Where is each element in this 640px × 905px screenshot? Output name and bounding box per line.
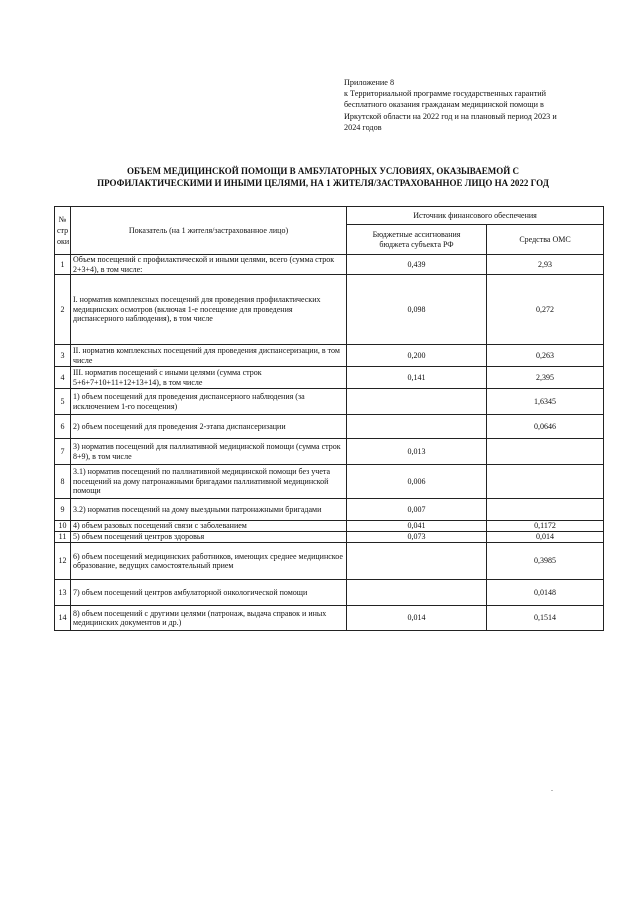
table-row	[55, 415, 604, 439]
row-budget-value	[347, 415, 487, 439]
row-budget-value: 0,200	[347, 345, 487, 367]
row-oms-value	[487, 439, 604, 465]
row-oms-value	[487, 499, 604, 521]
row-oms-value: 0,0646	[487, 415, 604, 439]
table-row	[55, 345, 604, 367]
table-row	[55, 543, 604, 580]
row-indicator: 6) объем посещений медицинских работников, имеющих среднее медицинское образование, ведущих самостоятельный прием	[71, 543, 347, 580]
appendix-line: Иркутской области на 2022 год и на плановый период 2023 и	[344, 111, 557, 121]
table-row	[55, 255, 604, 275]
table-row	[55, 275, 604, 345]
budget-header-text: Бюджетные ассигнования бюджета субъекта РФ	[372, 229, 461, 249]
row-budget-value: 0,013	[347, 439, 487, 465]
row-number: 7	[55, 439, 71, 465]
row-number: 3	[55, 345, 71, 367]
row-number: 1	[55, 255, 71, 275]
row-indicator: 2) объем посещений для проведения 2-этапа диспансеризации	[71, 415, 347, 439]
oms-header: Средства ОМС	[487, 225, 604, 255]
row-indicator: 5) объем посещений центров здоровья	[71, 532, 347, 543]
row-indicator: 7) объем посещений центров амбулаторной онкологической помощи	[71, 580, 347, 606]
table-row	[55, 465, 604, 499]
title-line-2: ПРОФИЛАКТИЧЕСКИМИ И ИНЫМИ ЦЕЛЯМИ, НА 1 ЖИТЕЛЯ/ЗАСТРАХОВАННОЕ ЛИЦО НА 2022 ГОД	[97, 178, 549, 188]
row-oms-value: 0,272	[487, 275, 604, 345]
row-oms-value: 2,395	[487, 367, 604, 389]
row-indicator: 4) объем разовых посещений связи с заболеванием	[71, 521, 347, 532]
row-number: 8	[55, 465, 71, 499]
row-budget-value	[347, 389, 487, 415]
row-budget-value	[347, 543, 487, 580]
row-budget-value: 0,141	[347, 367, 487, 389]
row-number: 12	[55, 543, 71, 580]
row-budget-value: 0,014	[347, 606, 487, 631]
row-indicator: Объем посещений с профилактической и иными целями, всего (сумма строк 2+3+4), в том числе:	[71, 255, 347, 275]
table-row	[55, 499, 604, 521]
row-indicator: 3) норматив посещений для паллиативной медицинской помощи (сумма строк 8+9), в том числе	[71, 439, 347, 465]
row-indicator: I. норматив комплексных посещений для проведения профилактических медицинских осмотров (включая 1-е посещение для проведения диспансерного наблюдения), в том числе	[71, 275, 347, 345]
row-number: 9	[55, 499, 71, 521]
row-number: 10	[55, 521, 71, 532]
row-oms-value: 0,1514	[487, 606, 604, 631]
row-budget-value: 0,007	[347, 499, 487, 521]
row-number: 5	[55, 389, 71, 415]
row-indicator: 8) объем посещений с другими целями (патронаж, выдача справок и иных медицинских документов и др.)	[71, 606, 347, 631]
row-number-header	[55, 207, 71, 255]
table-row	[55, 532, 604, 543]
row-number-header-text: № стр оки	[57, 215, 70, 246]
table-row	[55, 389, 604, 415]
volume-table	[54, 206, 604, 631]
row-oms-value: 0,263	[487, 345, 604, 367]
row-budget-value: 0,439	[347, 255, 487, 275]
table-row	[55, 439, 604, 465]
table-row	[55, 367, 604, 389]
budget-header	[347, 225, 487, 255]
row-number: 14	[55, 606, 71, 631]
row-indicator: II. норматив комплексных посещений для проведения диспансеризации, в том числе	[71, 345, 347, 367]
row-number: 11	[55, 532, 71, 543]
row-oms-value: 0,0148	[487, 580, 604, 606]
row-number: 4	[55, 367, 71, 389]
row-oms-value	[487, 465, 604, 499]
title-line-1: ОБЪЕМ МЕДИЦИНСКОЙ ПОМОЩИ В АМБУЛАТОРНЫХ УСЛОВИЯХ, ОКАЗЫВАЕМОЙ С	[127, 166, 519, 176]
row-indicator: 3.1) норматив посещений по паллиативной медицинской помощи без учета посещений на дому патронажными бригадами паллиативной медицинской помощи	[71, 465, 347, 499]
row-indicator: 1) объем посещений для проведения диспансерного наблюдения (за исключением 1-го посещения)	[71, 389, 347, 415]
row-number: 6	[55, 415, 71, 439]
appendix-line: Приложение 8	[344, 78, 395, 87]
row-oms-value: 2,93	[487, 255, 604, 275]
row-oms-value: 0,3985	[487, 543, 604, 580]
appendix-line: 2024 годов	[344, 122, 382, 132]
row-oms-value: 1,6345	[487, 389, 604, 415]
document-title	[40, 165, 606, 189]
table-row	[55, 521, 604, 532]
row-budget-value: 0,006	[347, 465, 487, 499]
row-number: 2	[55, 275, 71, 345]
row-indicator: 3.2) норматив посещений на дому выездными патронажными бригадами	[71, 499, 347, 521]
appendix-line: бесплатного оказания гражданам медицинской помощи в	[344, 100, 544, 110]
indicator-header: Показатель (на 1 жителя/застрахованное лицо)	[71, 207, 347, 255]
row-budget-value: 0,098	[347, 275, 487, 345]
appendix-note	[344, 77, 614, 133]
scan-speck	[551, 790, 553, 791]
row-budget-value	[347, 580, 487, 606]
row-number: 13	[55, 580, 71, 606]
funding-source-header: Источник финансового обеспечения	[347, 207, 604, 225]
row-budget-value: 0,073	[347, 532, 487, 543]
row-indicator: III. норматив посещений с иными целями (сумма строк 5+6+7+10+11+12+13+14), в том числе	[71, 367, 347, 389]
row-budget-value: 0,041	[347, 521, 487, 532]
row-oms-value: 0,1172	[487, 521, 604, 532]
appendix-line: к Территориальной программе государственных гарантий	[344, 89, 547, 99]
table-row	[55, 606, 604, 631]
table-row	[55, 580, 604, 606]
row-oms-value: 0,014	[487, 532, 604, 543]
